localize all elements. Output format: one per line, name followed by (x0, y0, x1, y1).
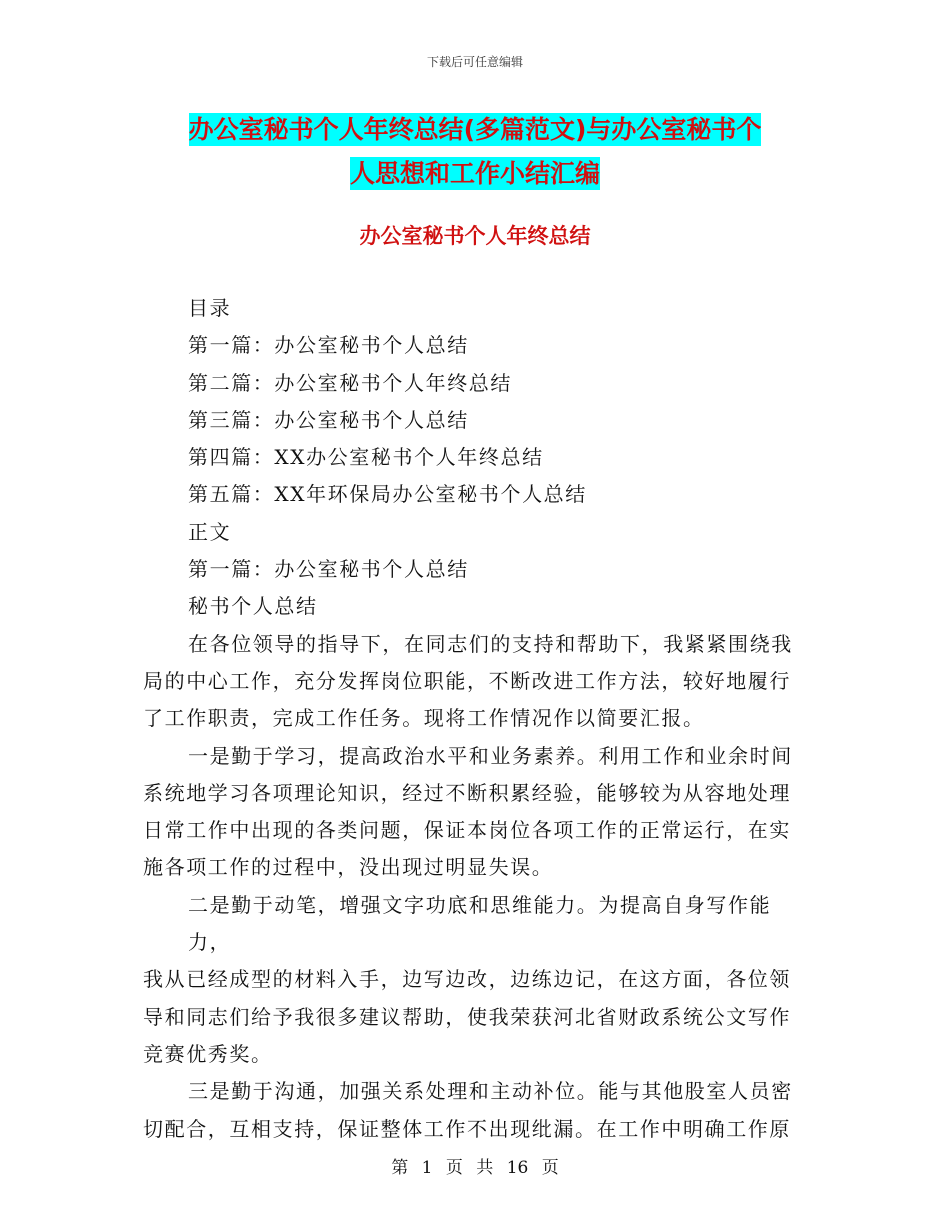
footer-label-gong: 共 (476, 1158, 494, 1178)
toc-item: 第二篇：办公室秘书个人年终总结 (188, 370, 512, 395)
paragraph-line: 了工作职责，完成工作任务。现将工作情况作以简要汇报。 (143, 706, 705, 731)
footer-label-ye-2: 页 (541, 1158, 559, 1178)
article-title: 秘书个人总结 (188, 594, 318, 619)
footer-label-di: 第 (391, 1158, 409, 1178)
toc-heading: 目录 (188, 296, 232, 320)
toc-item: 第四篇：XX办公室秘书个人年终总结 (188, 445, 544, 470)
document-body (143, 290, 813, 1148)
paragraph-line: 我从已经成型的材料入手，边写边改，边练边记，在这方面，各位领 (143, 967, 791, 992)
paragraph-line: 在各位领导的指导下，在同志们的支持和帮助下，我紧紧围绕我 (188, 631, 793, 656)
paragraph-line: 三是勤于沟通，加强关系处理和主动补位。能与其他股室人员密 (188, 1079, 793, 1104)
paragraph-line: 局的中心工作，充分发挥岗位职能，不断改进工作方法，较好地履行 (143, 668, 791, 693)
section-title: 办公室秘书个人年终总结 (359, 224, 591, 248)
document-title-line-2: 人思想和工作小结汇编 (349, 159, 600, 188)
body-section-label: 正文 (188, 519, 232, 544)
paragraph-line: 施各项工作的过程中，没出现过明显失误。 (143, 855, 554, 880)
document-title (0, 108, 950, 196)
paragraph-line: 日常工作中出现的各类问题，保证本岗位各项工作的正常运行，在实 (143, 818, 791, 843)
paragraph-line: 一是勤于学习，提高政治水平和业务素养。利用工作和业余时间 (188, 743, 793, 768)
chapter-heading: 第一篇：办公室秘书个人总结 (188, 557, 469, 582)
toc-item: 第一篇：办公室秘书个人总结 (188, 333, 469, 358)
header-note: 下载后可任意编辑 (426, 55, 523, 69)
footer-label-ye: 页 (445, 1158, 463, 1178)
page-footer (0, 1153, 950, 1178)
page-number: 1 (421, 1158, 433, 1178)
total-pages: 16 (506, 1158, 529, 1178)
paragraph-line: 竞赛优秀奖。 (143, 1041, 273, 1066)
paragraph-line: 系统地学习各项理论知识，经过不断积累经验，能够较为从容地处理 (143, 780, 791, 805)
paragraph-line: 导和同志们给予我很多建议帮助，使我荣获河北省财政系统公文写作 (143, 1004, 791, 1029)
paragraph-line: 二是勤于动笔，增强文字功底和思维能力。为提高自身写作能力， (188, 892, 772, 955)
paragraph-line: 切配合，互相支持，保证整体工作不出现纰漏。在工作中明确工作原 (143, 1116, 791, 1141)
toc-item: 第五篇：XX年环保局办公室秘书个人总结 (188, 482, 587, 507)
document-title-line-1: 办公室秘书个人年终总结(多篇范文)与办公室秘书个 (188, 115, 762, 144)
toc-item: 第三篇：办公室秘书个人总结 (188, 407, 469, 432)
